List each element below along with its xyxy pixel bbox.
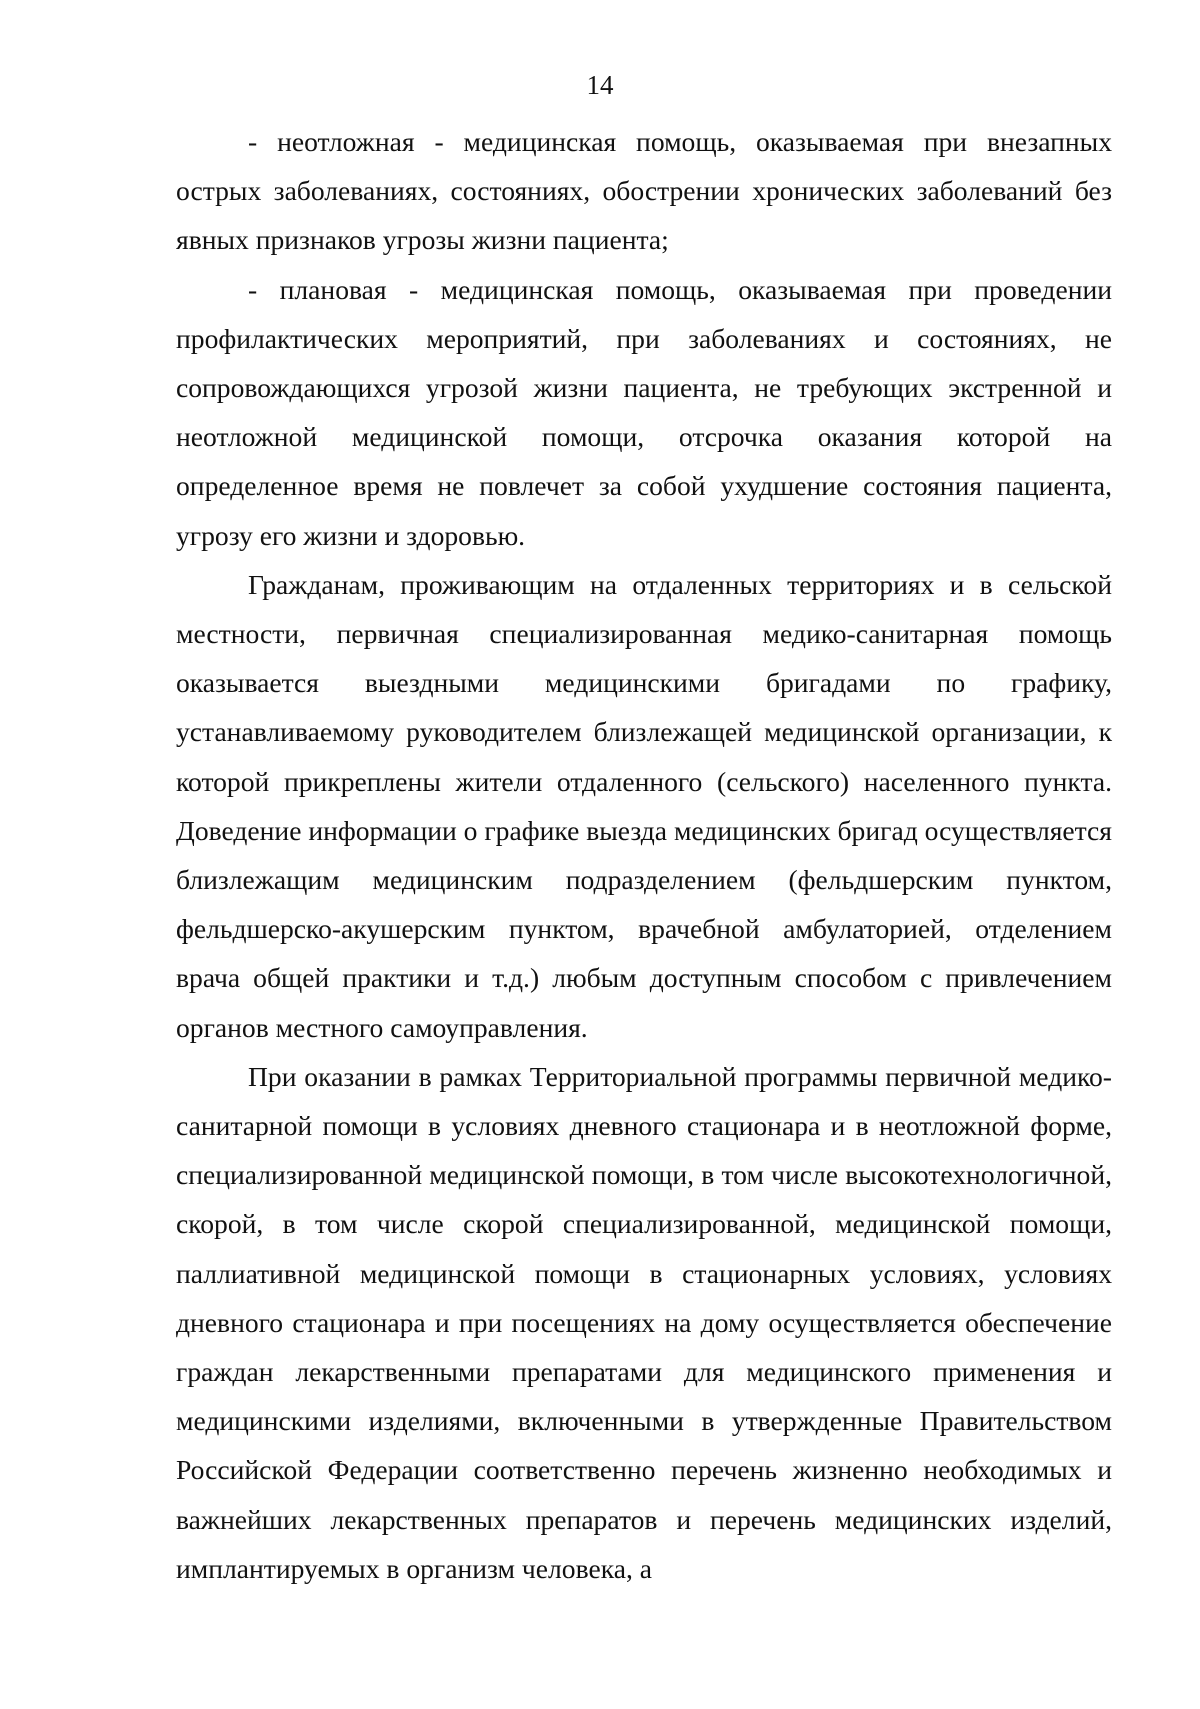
document-body bbox=[176, 117, 1112, 1593]
paragraph-medication-provision: При оказании в рамках Территориальной программы первичной медико-санитарной помощи в условиях дневного стационара и в неотложной форме, специализированной медицинской помощи, в том числе высокотехнологичной, скорой, в том числе скорой специализированной, медицинской помощи, паллиативной медицинской помощи в стационарных условиях, условиях дневного стационара и при посещениях на дому осуществляется обеспечение граждан лекарственными препаратами для медицинского применения и медицинскими изделиями, включенными в утвержденные Правительством Российской Федерации соответственно перечень жизненно необходимых и важнейших лекарственных препаратов и перечень медицинских изделий, имплантируемых в организм человека, а bbox=[176, 1060, 1112, 1584]
paragraph-planned-care: - плановая - медицинская помощь, оказываемая при проведении профилактических мероприятий, при заболеваниях и состояниях, не сопровождающихся угрозой жизни пациента, не требующих экстренной и неотложной медицинской помощи, отсрочка оказания которой на определенное время не повлечет за собой ухудшение состояния пациента, угрозу его жизни и здоровью. bbox=[176, 273, 1112, 551]
paragraph-urgent-care: - неотложная - медицинская помощь, оказываемая при внезапных острых заболеваниях, состояниях, обострении хронических заболеваний без явных признаков угрозы жизни пациента; bbox=[176, 126, 1112, 256]
paragraph-rural-care: Гражданам, проживающим на отдаленных территориях и в сельской местности, первичная специализированная медико-санитарная помощь оказывается выездными медицинскими бригадами по графику, устанавливаемому руководителем близлежащей медицинской организации, к которой прикреплены жители отдаленного (сельского) населенного пункта. Доведение информации о графике выезда медицинских бригад осуществляется близлежащим медицинским подразделением (фельдшерским пунктом, фельдшерско-акушерским пунктом, врачебной амбулаторией, отделением врача общей практики и т.д.) любым доступным способом с привлечением органов местного самоуправления. bbox=[176, 568, 1112, 1043]
page-number: 14 bbox=[586, 70, 614, 100]
